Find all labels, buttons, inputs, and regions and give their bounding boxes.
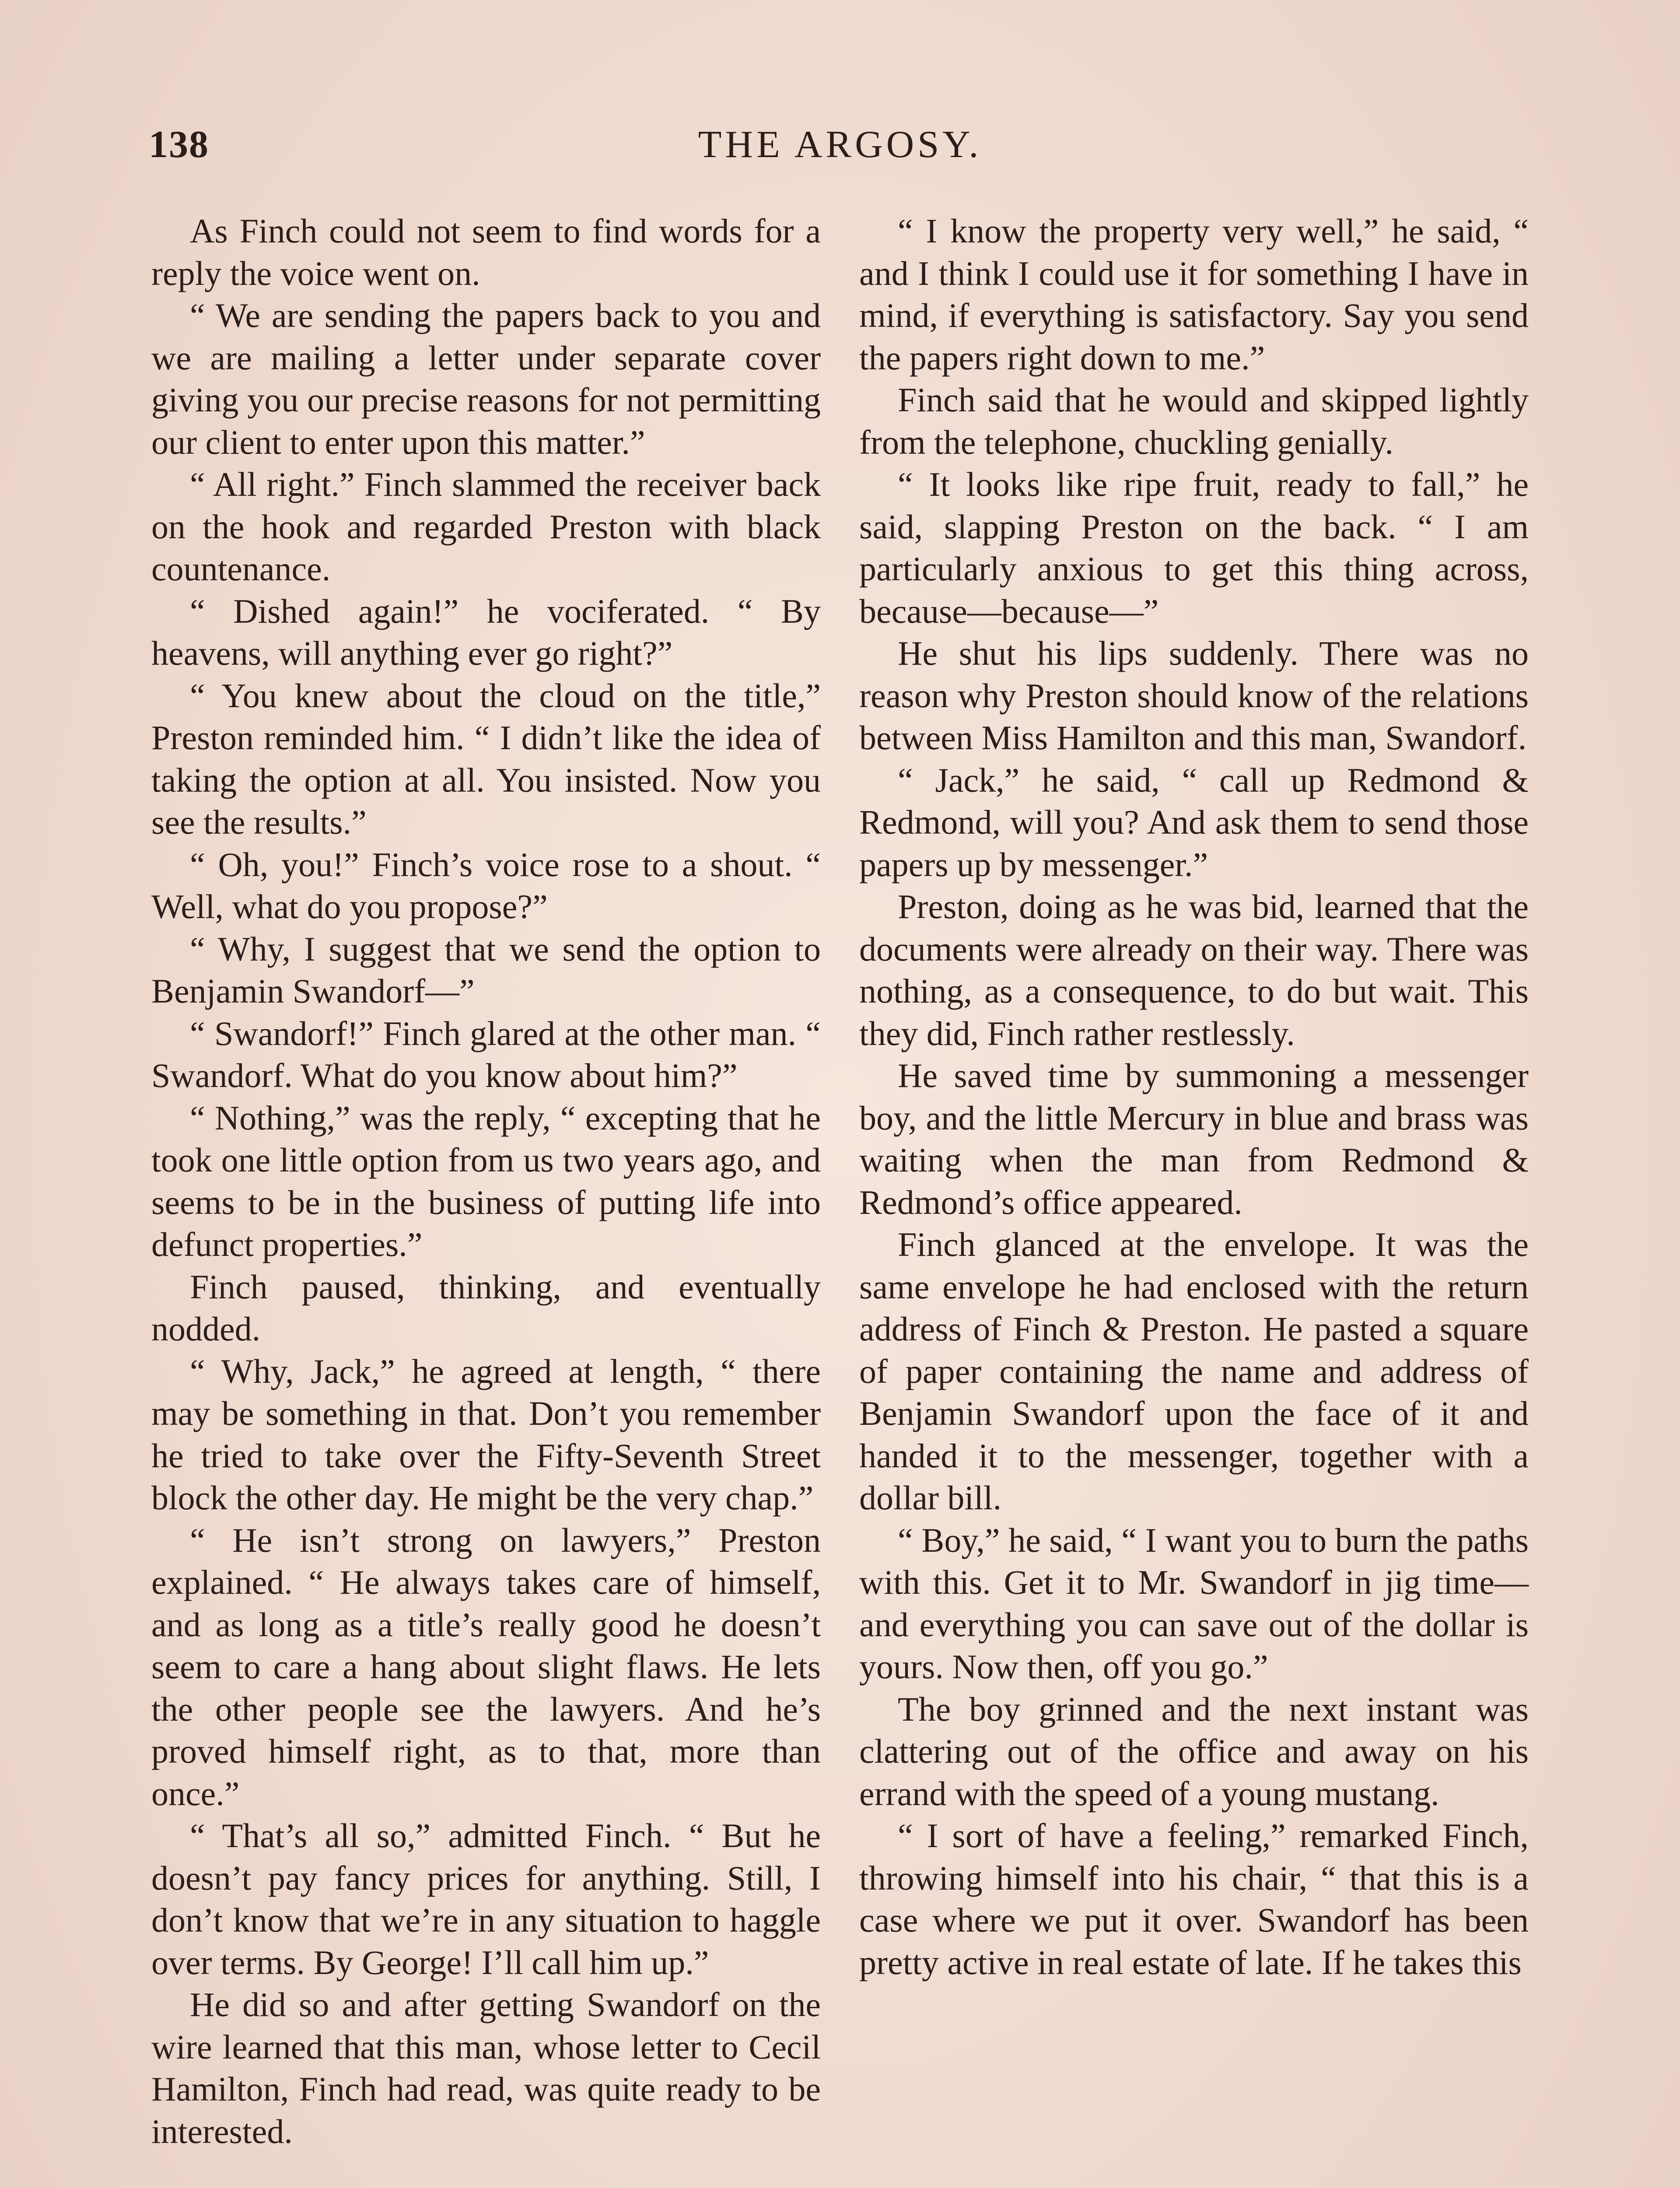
paragraph: “ I sort of have a feeling,” remarked Finch, throwing himself into his chair, “ that this is a case where we put it over. Swandorf has been pretty active in real estate of late. If he takes this: [859, 1816, 1529, 1981]
paragraph: He saved time by summoning a messenger boy, and the little Mercury in blue and brass was waiting when the man from Redmond & Redmond’s office appeared.: [859, 1056, 1529, 1221]
paragraph: As Finch could not seem to find words for a reply the voice went on.: [151, 212, 821, 292]
paragraph: “ Boy,” he said, “ I want you to burn the paths with this. Get it to Mr. Swandorf in jig time—and everything you can save out of the dollar is yours. Now then, off you go.”: [859, 1521, 1529, 1686]
paragraph: “ Oh, you!” Finch’s voice rose to a shout. “ Well, what do you propose?”: [151, 845, 821, 926]
right-column: [859, 210, 1529, 1984]
paragraph: “ You knew about the cloud on the title,” Preston reminded him. “ I didn’t like the idea of taking the option at all. You insisted. Now you see the results.”: [151, 676, 821, 841]
page-header: [149, 123, 1531, 184]
paragraph: Preston, doing as he was bid, learned that the documents were already on their way. There was nothing, as a consequence, to do but wait. This they did, Finch rather restlessly.: [859, 887, 1529, 1052]
paragraph: “ He isn’t strong on lawyers,” Preston explained. “ He always takes care of himself, and as long as a title’s really good he doesn’t seem to care a hang about slight flaws. He lets the other people see the lawyers. And he’s proved himself right, as to that, more than once.”: [151, 1521, 821, 1813]
paragraph: Finch said that he would and skipped lightly from the telephone, chuckling genially.: [859, 381, 1529, 461]
paragraph: “ Dished again!” he vociferated. “ By heavens, will anything ever go right?”: [151, 592, 821, 672]
left-column: [151, 210, 821, 2153]
paragraph: “ I know the property very well,” he said, “ and I think I could use it for something I have in mind, if everything is satisfactory. Say you send the papers right down to me.”: [859, 212, 1529, 377]
paragraph: “ That’s all so,” admitted Finch. “ But he doesn’t pay fancy prices for anything. Still, I don’t know that we’re in any situation to haggle over terms. By George! I’ll call him up.”: [151, 1816, 821, 1981]
paragraph: Finch paused, thinking, and eventually nodded.: [151, 1267, 821, 1348]
paragraph: “ It looks like ripe fruit, ready to fall,” he said, slapping Preston on the back. “ I am particularly anxious to get this thing across, because—because—”: [859, 465, 1529, 630]
paragraph: “ We are sending the papers back to you and we are mailing a letter under separate cover giving you our precise reasons for not permitting our client to enter upon this matter.”: [151, 296, 821, 461]
paragraph: “ Jack,” he said, “ call up Redmond & Redmond, will you? And ask them to send those papers up by messenger.”: [859, 761, 1529, 884]
paragraph: He shut his lips suddenly. There was no reason why Preston should know of the relations between Miss Hamilton and this man, Swandorf.: [859, 634, 1529, 757]
paragraph: “ All right.” Finch slammed the receiver back on the hook and regarded Preston with black countenance.: [151, 465, 821, 588]
paragraph: “ Why, I suggest that we send the option to Benjamin Swandorf—”: [151, 929, 821, 1010]
paragraph: “ Nothing,” was the reply, “ excepting that he took one little option from us two years ago, and seems to be in the business of putting life into defunct properties.”: [151, 1098, 821, 1263]
paragraph: The boy grinned and the next instant was clattering out of the office and away on his errand with the speed of a young mustang.: [859, 1690, 1529, 1813]
paragraph: “ Swandorf!” Finch glared at the other man. “ Swandorf. What do you know about him?”: [151, 1014, 821, 1094]
paragraph: Finch glanced at the envelope. It was the same envelope he had enclosed with the return address of Finch & Preston. He pasted a square of paper containing the name and address of Benjamin Swandorf upon the face of it and handed it to the messenger, together with a dollar bill.: [859, 1225, 1529, 1517]
paragraph: He did so and after getting Swandorf on the wire learned that this man, whose letter to Cecil Hamilton, Finch had read, was quite ready to be interested.: [151, 1985, 821, 2150]
paragraph: “ Why, Jack,” he agreed at length, “ there may be something in that. Don’t you remember he tried to take over the Fifty-Seventh Street block the other day. He might be the very chap.”: [151, 1352, 821, 1517]
running-title: THE ARGOSY.: [698, 123, 982, 166]
page-number: 138: [149, 123, 209, 166]
